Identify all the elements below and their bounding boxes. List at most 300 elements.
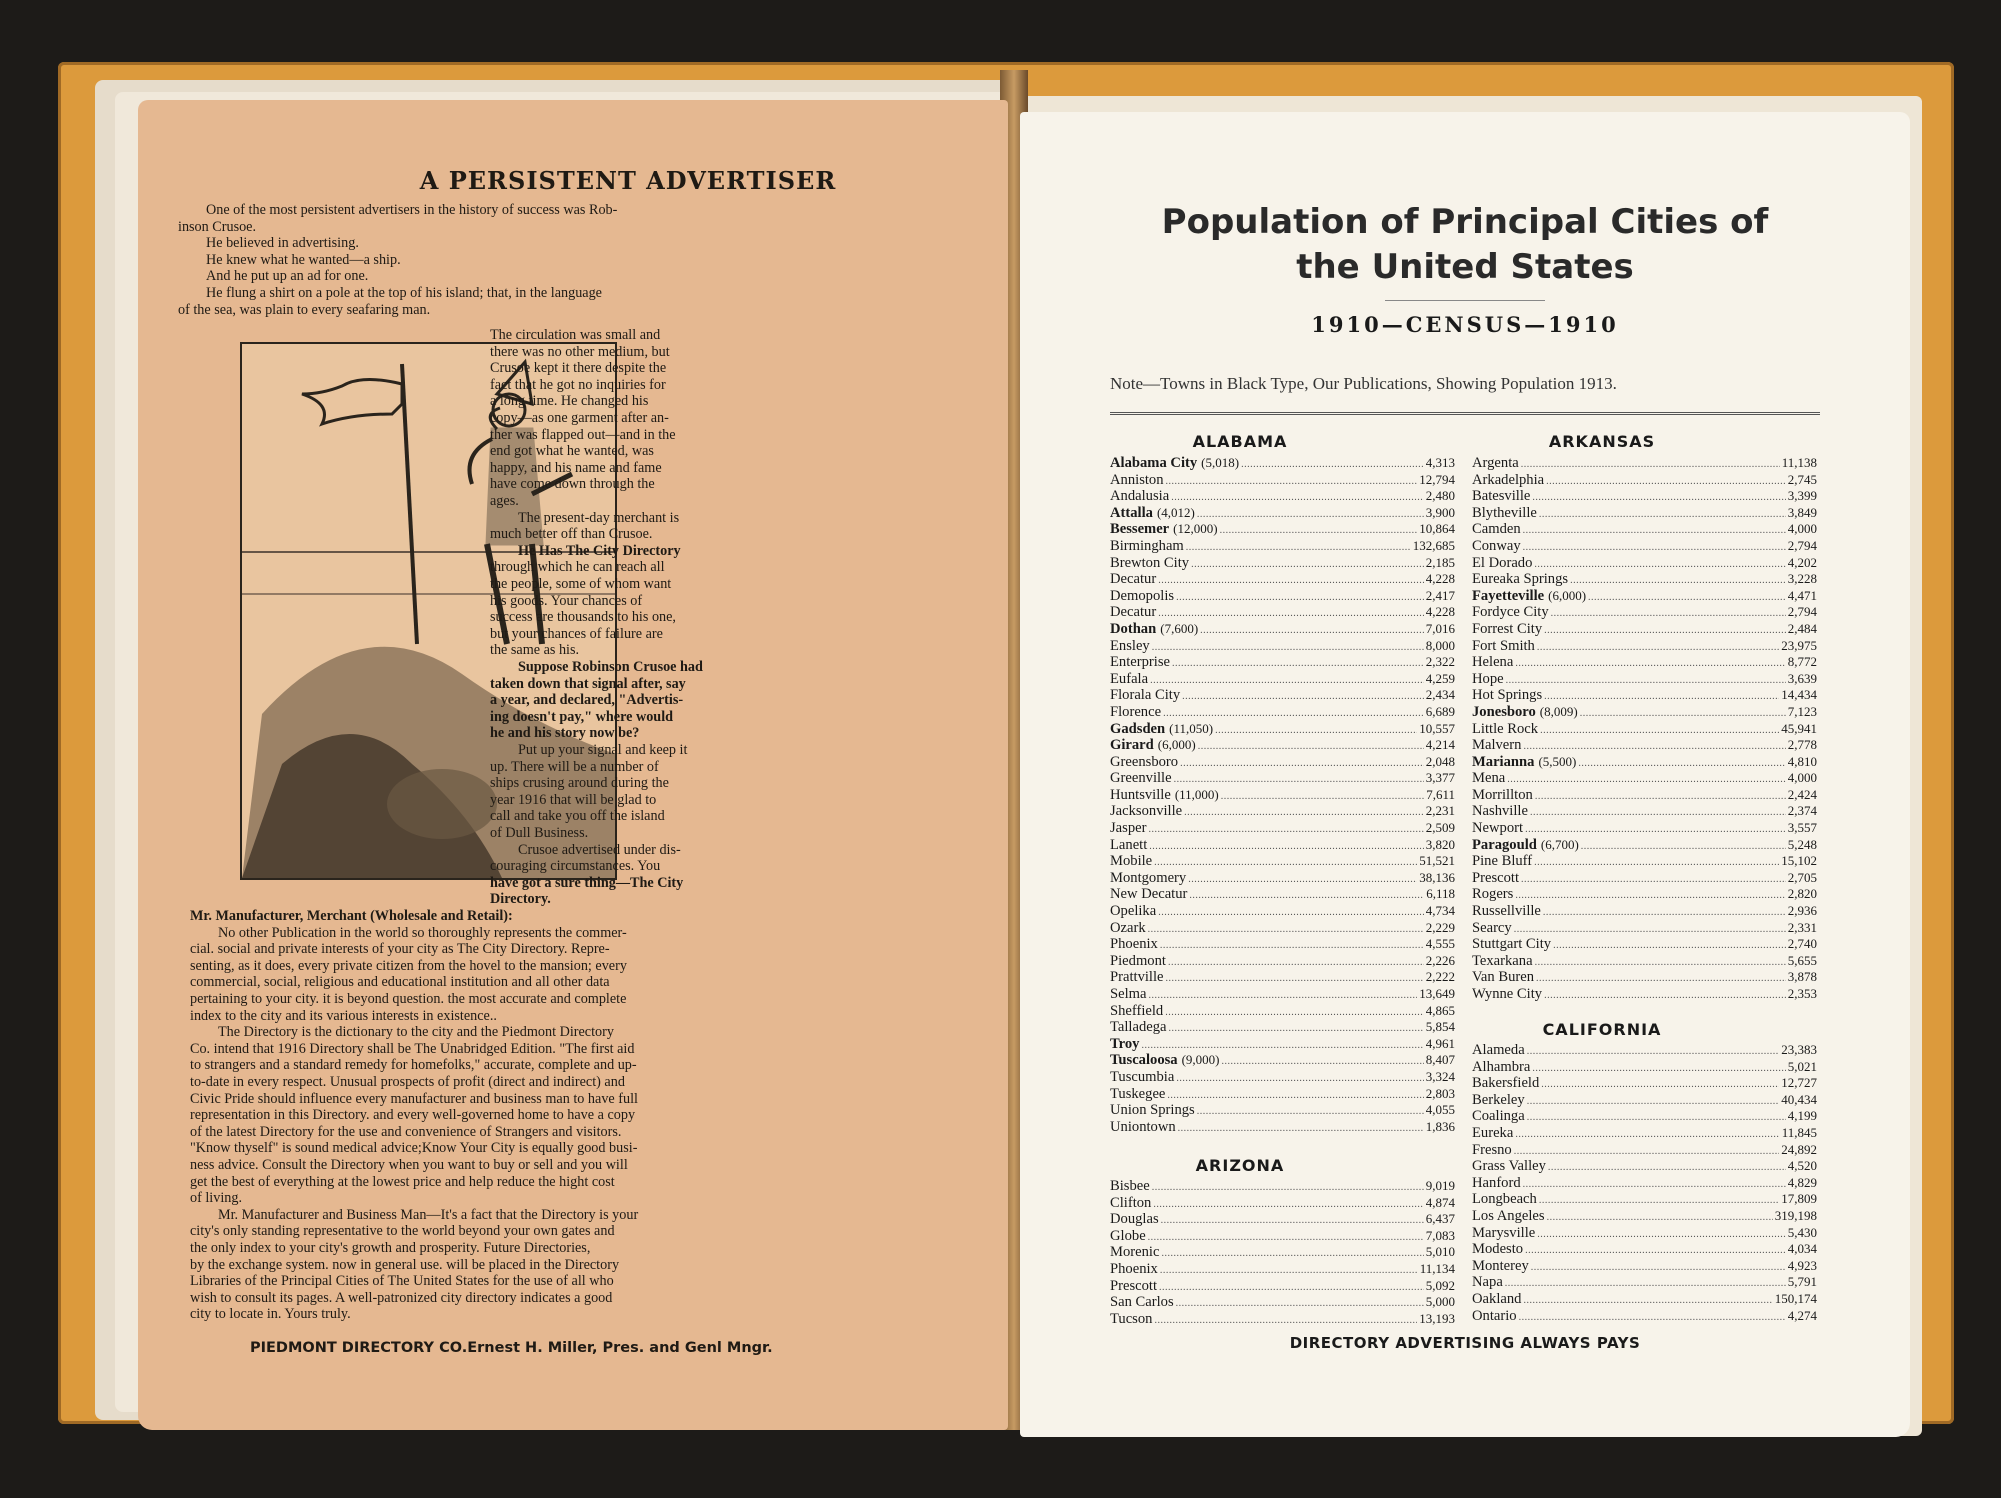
city-name: San Carlos: [1110, 1294, 1174, 1311]
city-population: 2,226: [1425, 952, 1455, 968]
dot-leader: [1186, 538, 1411, 555]
city-name: Grass Valley: [1472, 1158, 1546, 1175]
side-line: Directory.: [490, 891, 551, 908]
city-name: Bisbee: [1110, 1178, 1150, 1194]
intro-line: of the sea, was plain to every seafaring man.: [178, 301, 431, 318]
city-population: 4,555: [1425, 936, 1455, 952]
dot-leader: [1523, 737, 1785, 754]
city-row: [1472, 787, 1817, 804]
dot-leader: [1527, 1092, 1780, 1109]
city-name: Greenville: [1110, 770, 1172, 787]
title-line-2: the United States: [1296, 247, 1634, 287]
dot-leader: [1580, 704, 1786, 721]
city-population: 2,480: [1425, 488, 1455, 504]
dot-leader: [1515, 654, 1785, 671]
dot-leader: [1546, 472, 1786, 489]
city-name: Napa: [1472, 1274, 1503, 1291]
city-population: 8,407: [1425, 1052, 1455, 1068]
city-population: 5,092: [1425, 1277, 1455, 1293]
city-population-1913: (9,000): [1181, 1052, 1220, 1068]
city-population: 2,740: [1787, 936, 1817, 952]
dot-leader: [1158, 903, 1424, 920]
dot-leader: [1169, 1019, 1424, 1036]
city-row: [1472, 687, 1817, 704]
city-row: [1472, 1208, 1817, 1225]
dot-leader: [1532, 1059, 1785, 1076]
city-population: 2,424: [1787, 786, 1817, 802]
city-population: 4,810: [1787, 753, 1817, 769]
city-name: Bakersfield: [1472, 1075, 1540, 1092]
city-row: [1472, 721, 1817, 738]
city-row: [1110, 555, 1455, 572]
city-population: 11,138: [1781, 455, 1817, 470]
city-population: 2,794: [1787, 537, 1817, 553]
city-population: 2,745: [1787, 471, 1817, 487]
city-name: Searcy: [1472, 919, 1512, 936]
city-population: 38,136: [1419, 869, 1455, 885]
dot-leader: [1150, 671, 1424, 688]
dot-leader: [1540, 721, 1779, 738]
side-line: his goods. Your chances of: [490, 592, 643, 609]
city-row: [1110, 1244, 1455, 1261]
city-population: 7,611: [1426, 786, 1455, 802]
city-name: Demopolis: [1110, 587, 1175, 604]
dot-leader: [1536, 969, 1786, 986]
city-name: Tuscaloosa: [1110, 1052, 1178, 1069]
city-population: 4,259: [1425, 670, 1455, 686]
city-population: 1,836: [1425, 1118, 1455, 1134]
city-row: [1110, 1195, 1455, 1212]
city-name: Hot Springs: [1472, 687, 1543, 704]
city-row: [1472, 1274, 1817, 1291]
city-row: [1110, 920, 1455, 937]
city-population: 150,174: [1774, 1290, 1817, 1306]
side-line: The present-day merchant is: [518, 509, 680, 526]
body-line: cial. social and private interests of your city as The City Directory. Repre-: [190, 941, 610, 958]
city-row: [1472, 1258, 1817, 1275]
body-line: to-date in every respect. Unusual prospects of profit (direct and indirect) and: [190, 1074, 625, 1090]
dot-leader: [1159, 1278, 1424, 1295]
city-row: [1472, 1142, 1817, 1159]
city-row: [1472, 621, 1817, 638]
city-list-california: [1472, 1042, 1817, 1324]
city-population: 3,228: [1787, 571, 1817, 587]
city-population: 7,123: [1787, 703, 1817, 719]
double-rule: [1110, 412, 1820, 415]
city-name: Newport: [1472, 820, 1524, 837]
side-line: Suppose Robinson Crusoe had: [518, 659, 703, 675]
state-heading-alabama: ALABAMA: [1192, 432, 1288, 451]
intro-line: One of the most persistent advertisers in the history of success was Rob-: [206, 202, 618, 218]
city-row: [1110, 1052, 1455, 1069]
city-name: Phoenix: [1110, 936, 1158, 953]
dot-leader: [1191, 555, 1424, 572]
city-name: Prescott: [1472, 869, 1520, 886]
city-population: 45,941: [1781, 720, 1817, 736]
dot-leader: [1148, 820, 1423, 837]
side-line: call and take you off the island: [490, 808, 665, 825]
city-name: Batesville: [1472, 488, 1531, 505]
city-population: 2,417: [1425, 587, 1455, 603]
dot-leader: [1525, 1241, 1786, 1258]
dot-leader: [1172, 654, 1424, 671]
city-row: [1472, 936, 1817, 953]
dot-leader: [1160, 1261, 1418, 1278]
city-row: [1472, 571, 1817, 588]
city-population: 11,134: [1419, 1260, 1455, 1276]
city-population-1913: (5,018): [1201, 455, 1240, 470]
body-line: of living.: [190, 1190, 243, 1207]
intro-line: He believed in advertising.: [206, 235, 359, 252]
city-row: [1110, 488, 1455, 505]
city-population: 2,322: [1425, 654, 1455, 670]
side-line: end got what he wanted, was: [490, 443, 654, 460]
dot-leader: [1221, 787, 1424, 804]
city-row: [1110, 588, 1455, 605]
city-row: [1110, 604, 1455, 621]
city-population: 10,864: [1419, 521, 1455, 537]
city-name: Russellville: [1472, 903, 1541, 920]
city-name: Opelika: [1110, 903, 1157, 920]
dot-leader: [1222, 1052, 1424, 1069]
city-row: [1110, 704, 1455, 721]
advert-title: A PERSISTENT ADVERTISER: [419, 166, 837, 195]
city-population: 24,892: [1781, 1141, 1817, 1157]
body-line: of the latest Directory for the use and convenience of Strangers and visitors.: [190, 1123, 622, 1140]
city-row: [1110, 1178, 1455, 1195]
body-line: Civic Pride should influence every manufacturer and business man to have full: [190, 1090, 638, 1107]
city-row: [1472, 1175, 1817, 1192]
city-row: [1110, 1102, 1455, 1119]
city-population: 2,705: [1787, 869, 1817, 885]
dot-leader: [1184, 803, 1424, 820]
city-population-1913: (6,000): [1548, 587, 1587, 603]
city-name: Tucson: [1110, 1310, 1153, 1327]
state-heading-arkansas: ARKANSAS: [1548, 432, 1656, 451]
dot-leader: [1553, 936, 1786, 953]
body-line: city's only standing representative to the world beyond your own gates and: [190, 1223, 615, 1240]
city-population-1913: (7,600): [1160, 620, 1199, 636]
side-line: up. There will be a number of: [490, 758, 659, 775]
city-population: 23,975: [1781, 637, 1817, 653]
city-population: 2,778: [1787, 737, 1817, 753]
dot-leader: [1197, 1102, 1424, 1119]
city-name: Texarkana: [1472, 952, 1533, 969]
city-name: Alhambra: [1472, 1058, 1531, 1075]
city-name: Bessemer: [1110, 521, 1170, 538]
dot-leader: [1544, 687, 1779, 704]
city-row: [1110, 1228, 1455, 1245]
city-name: Eureaka Springs: [1472, 571, 1569, 588]
city-population: 3,324: [1425, 1068, 1455, 1084]
city-name: Argenta: [1472, 455, 1519, 471]
city-population: 51,521: [1419, 853, 1455, 869]
dot-leader: [1523, 538, 1786, 555]
city-row: [1472, 1191, 1817, 1208]
city-row: [1472, 538, 1817, 555]
city-row: [1472, 1125, 1817, 1142]
city-population: 4,000: [1787, 770, 1817, 786]
dot-leader: [1176, 1294, 1424, 1311]
city-population-1913: (5,500): [1538, 753, 1577, 769]
city-row: [1110, 654, 1455, 671]
city-list-arizona: [1110, 1178, 1455, 1327]
city-name: Attalla: [1110, 504, 1153, 521]
dot-leader: [1166, 472, 1418, 489]
city-population: 3,849: [1787, 504, 1817, 520]
city-row: [1110, 903, 1455, 920]
body-line: by the exchange system. now in general use. will be placed in the Directory: [190, 1256, 620, 1273]
city-name: Tuscumbia: [1110, 1068, 1175, 1085]
dot-leader: [1539, 505, 1786, 522]
dot-leader: [1514, 1142, 1780, 1159]
city-population: 8,000: [1425, 637, 1455, 653]
city-row: [1472, 1241, 1817, 1258]
city-name: Anniston: [1110, 471, 1164, 488]
dot-leader: [1551, 604, 1786, 621]
city-population: 2,231: [1425, 803, 1455, 819]
city-row: [1472, 870, 1817, 887]
city-row: [1472, 1308, 1817, 1325]
city-population: 4,520: [1787, 1158, 1817, 1174]
city-row: [1110, 853, 1455, 870]
city-name: Montgomery: [1110, 869, 1187, 886]
city-population: 2,936: [1787, 903, 1817, 919]
side-line: success are thousands to his one,: [490, 609, 676, 626]
side-line: He Has The City Directory: [518, 542, 681, 559]
city-population: 4,923: [1787, 1257, 1817, 1273]
dot-leader: [1523, 521, 1786, 538]
city-row: [1110, 754, 1455, 771]
city-row: [1472, 903, 1817, 920]
dot-leader: [1532, 488, 1785, 505]
city-population: 3,820: [1425, 836, 1455, 852]
dot-leader: [1180, 754, 1424, 771]
city-name: Gadsden: [1110, 720, 1166, 737]
city-population: 5,248: [1787, 836, 1817, 852]
city-population: 5,000: [1425, 1294, 1455, 1310]
city-name: Van Buren: [1472, 969, 1535, 986]
city-row: [1472, 969, 1817, 986]
body-line: Co. intend that 1916 Directory shall be The Unabridged Edition. "The first aid: [190, 1040, 635, 1057]
city-name: Little Rock: [1472, 720, 1539, 737]
city-name: Conway: [1472, 537, 1521, 554]
city-row: [1110, 803, 1455, 820]
city-name: Ozark: [1110, 919, 1146, 936]
city-name: Troy: [1110, 1035, 1140, 1052]
side-line: but your chances of failure are: [490, 625, 663, 642]
dot-leader: [1570, 571, 1786, 588]
side-line: the people, some of whom want: [490, 576, 672, 592]
city-population: 4,000: [1787, 521, 1817, 537]
city-row: [1472, 654, 1817, 671]
city-population: 4,199: [1787, 1108, 1817, 1124]
city-row: [1110, 969, 1455, 986]
city-name: Modesto: [1472, 1241, 1524, 1258]
city-row: [1472, 754, 1817, 771]
city-row: [1110, 787, 1455, 804]
city-row: [1110, 521, 1455, 538]
dot-leader: [1215, 721, 1417, 738]
dot-leader: [1547, 1208, 1773, 1225]
dot-leader: [1149, 837, 1423, 854]
city-population: 4,865: [1425, 1002, 1455, 1018]
dot-leader: [1588, 588, 1786, 605]
side-line: year 1916 that will be glad to: [490, 791, 657, 808]
body-line: Mr. Manufacturer and Business Man—It's a fact that the Directory is your: [218, 1206, 639, 1223]
body-line: pertaining to your city. it is beyond question. the most accurate and complete: [190, 991, 627, 1007]
city-row: [1472, 455, 1817, 472]
city-population: 4,202: [1787, 554, 1817, 570]
city-name: Eufala: [1110, 670, 1149, 687]
city-row: [1472, 604, 1817, 621]
dot-leader: [1163, 704, 1424, 721]
city-row: [1110, 1036, 1455, 1053]
body-line: city to locate in. Yours truly.: [190, 1306, 351, 1323]
city-population-1913: (6,700): [1540, 836, 1579, 852]
dot-leader: [1515, 1125, 1779, 1142]
city-name: Uniontown: [1110, 1118, 1176, 1135]
city-name: Girard: [1110, 737, 1154, 754]
dot-leader: [1531, 1258, 1786, 1275]
city-name: New Decatur: [1110, 886, 1188, 903]
city-population: 3,399: [1787, 488, 1817, 504]
city-population: 4,734: [1425, 903, 1455, 919]
city-name: Rogers: [1472, 886, 1514, 903]
city-row: [1472, 671, 1817, 688]
city-name: Sheffield: [1110, 1002, 1164, 1019]
city-population: 12,794: [1419, 471, 1455, 487]
city-row: [1472, 638, 1817, 655]
city-population: 2,794: [1787, 604, 1817, 620]
city-name: Andalusia: [1110, 488, 1170, 505]
city-population: 3,639: [1787, 670, 1817, 686]
city-name: Douglas: [1110, 1211, 1159, 1228]
city-population: 8,772: [1787, 654, 1817, 670]
city-name: Piedmont: [1110, 952, 1166, 969]
dot-leader: [1148, 1228, 1424, 1245]
city-row: [1110, 455, 1455, 472]
city-population: 2,353: [1787, 986, 1817, 1001]
city-name: Forrest City: [1472, 620, 1543, 637]
city-row: [1110, 886, 1455, 903]
dot-leader: [1241, 455, 1424, 472]
city-row: [1110, 986, 1455, 1003]
city-population: 6,689: [1425, 703, 1455, 719]
city-row: [1472, 488, 1817, 505]
city-name: Globe: [1110, 1227, 1146, 1244]
city-population: 13,193: [1419, 1310, 1455, 1326]
city-name: Mena: [1472, 770, 1506, 787]
body-line: The Directory is the dictionary to the city and the Piedmont Directory: [218, 1024, 614, 1041]
side-line: fact that he got no inquiries for: [490, 376, 666, 393]
city-row: [1472, 1108, 1817, 1125]
city-name: Helena: [1472, 654, 1514, 671]
body-line: "Know thyself" is sound medical advice;Know Your City is equally good busi-: [190, 1140, 638, 1157]
city-row: [1472, 837, 1817, 854]
side-line: ships crusing around during the: [490, 775, 669, 792]
dot-leader: [1521, 870, 1786, 887]
city-row: [1110, 1019, 1455, 1036]
city-name: Marianna: [1472, 753, 1535, 770]
city-population: 4,829: [1787, 1174, 1817, 1190]
city-name: Morenic: [1110, 1244, 1160, 1261]
intro-line: And he put up an ad for one.: [206, 268, 369, 285]
city-row: [1110, 936, 1455, 953]
city-row: [1472, 1075, 1817, 1092]
dot-leader: [1154, 853, 1417, 870]
dot-leader: [1535, 953, 1786, 970]
city-population: 3,878: [1787, 969, 1817, 985]
city-population: 4,214: [1425, 737, 1455, 753]
body-line: ness advice. Consult the Directory when you want to buy or sell and you will: [190, 1157, 628, 1173]
city-population: 13,649: [1419, 986, 1455, 1001]
dot-leader: [1525, 820, 1786, 837]
city-row: [1110, 1261, 1455, 1278]
city-name: Clifton: [1110, 1194, 1152, 1211]
city-population: 14,434: [1781, 687, 1817, 703]
dot-leader: [1189, 886, 1424, 903]
city-population: 5,430: [1787, 1224, 1817, 1240]
city-name: Phoenix: [1110, 1260, 1158, 1277]
city-name: Jonesboro: [1472, 703, 1536, 720]
body-line: get the best of everything at the lowest price and help reduce the hight cost: [190, 1173, 615, 1190]
city-name: Prattville: [1110, 969, 1164, 986]
city-row: [1110, 1086, 1455, 1103]
city-population: 5,854: [1425, 1019, 1455, 1035]
city-name: Greensboro: [1110, 753, 1179, 770]
city-population: 2,185: [1425, 554, 1455, 570]
dot-leader: [1200, 621, 1424, 638]
city-row: [1472, 1059, 1817, 1076]
dot-leader: [1543, 903, 1786, 920]
city-row: [1110, 953, 1455, 970]
dot-leader: [1581, 837, 1786, 854]
city-population: 4,274: [1787, 1307, 1817, 1323]
city-name: Oakland: [1472, 1290, 1522, 1307]
city-population-1913: (8,009): [1539, 703, 1578, 719]
dot-leader: [1527, 1042, 1780, 1059]
city-name: El Dorado: [1472, 554, 1533, 571]
dot-leader: [1527, 1108, 1786, 1125]
city-row: [1472, 986, 1817, 1003]
city-row: [1472, 953, 1817, 970]
side-line: happy, and his name and fame: [490, 459, 662, 476]
city-name: Longbeach: [1472, 1191, 1537, 1208]
dot-leader: [1178, 1119, 1424, 1136]
dot-leader: [1158, 604, 1424, 621]
city-population: 3,900: [1425, 504, 1455, 520]
dot-leader: [1537, 638, 1779, 655]
side-line: a year, and declared, "Advertis-: [490, 692, 684, 709]
city-name: Brewton City: [1110, 554, 1190, 571]
city-population-1913: (6,000): [1157, 737, 1196, 753]
city-row: [1472, 737, 1817, 754]
city-population: 2,222: [1425, 969, 1455, 985]
dot-leader: [1197, 505, 1424, 522]
city-list-alabama: [1110, 455, 1455, 1135]
dot-leader: [1148, 920, 1424, 937]
city-row: [1110, 621, 1455, 638]
city-row: [1110, 770, 1455, 787]
city-name: Dothan: [1110, 620, 1157, 637]
side-line: Crusoe advertised under dis-: [518, 841, 681, 858]
city-population: 4,228: [1425, 571, 1455, 587]
city-name: Hope: [1472, 670, 1504, 687]
city-population-1913: (11,050): [1169, 720, 1214, 736]
dot-leader: [1174, 770, 1424, 787]
city-row: [1110, 1311, 1455, 1328]
